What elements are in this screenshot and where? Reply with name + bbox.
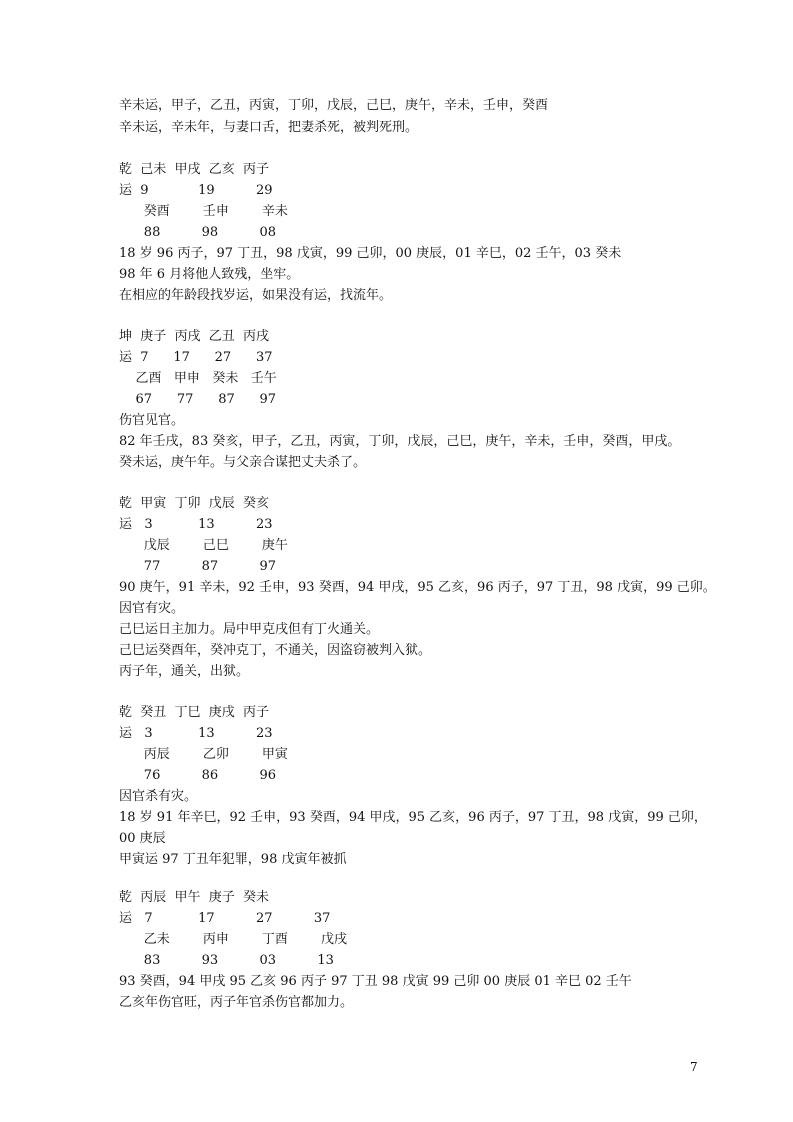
text-line: 因官有灾。	[119, 601, 185, 616]
text-line: 18 岁 96 丙子，97 丁丑，98 戊寅，99 己卯，00 庚辰，01 辛巳，02 壬午，03 癸未	[119, 246, 622, 261]
text-line: 己巳运癸酉年，癸冲克丁，不通关，因盗窃被判入狱。	[119, 643, 432, 658]
text-line: 98 年 6 月将他人致残，坐牢。	[119, 267, 300, 282]
text-line: 00 庚辰	[119, 831, 166, 846]
text-line: 癸酉 壬申 辛未	[119, 204, 288, 219]
text-line: 戊辰 己巳 庚午	[119, 538, 288, 553]
text-line: 因官杀有灾。	[119, 789, 198, 804]
text-line: 运 9 19 29	[119, 183, 273, 198]
text-line: 18 岁 91 年辛巳，92 壬申，93 癸酉，94 甲戌，95 乙亥，96 丙子，97 丁丑，98 戊寅，99 己卯，	[119, 810, 707, 825]
page-number: 7	[690, 1060, 698, 1074]
text-line: 乙酉 甲申 癸未 壬午	[119, 371, 277, 386]
text-line: 己巳运日主加力。局中甲克戌但有丁火通关。	[119, 622, 380, 637]
text-line: 乾 甲寅 丁卯 戊辰 癸亥	[119, 496, 270, 511]
text-line: 辛未运，辛未年，与妻口舌，把妻杀死，被判死刑。	[119, 120, 419, 135]
text-line: 运 3 13 23	[119, 726, 273, 741]
text-line: 运 7 17 27 37	[119, 350, 273, 365]
text-line: 76 86 96	[119, 768, 277, 783]
text-line: 辛未运，甲子，乙丑，丙寅，丁卯，戊辰，己巳，庚午，辛未，壬申，癸酉	[119, 98, 549, 113]
text-line: 伤官见官。	[119, 413, 185, 428]
text-line: 93 癸酉，94 甲戌 95 乙亥 96 丙子 97 丁丑 98 戊寅 99 己卯 00 庚辰 01 辛巳 02 壬午	[119, 974, 632, 989]
text-line: 丙辰 乙卯 甲寅	[119, 747, 288, 762]
text-line: 乾 丙辰 甲午 庚子 癸未	[119, 890, 270, 905]
text-line: 82 年壬戌，83 癸亥，甲子，乙丑，丙寅，丁卯，戊辰，己巳，庚午，辛未，壬申，癸酉，甲戌。	[119, 434, 681, 449]
text-line: 坤 庚子 丙戌 乙丑 丙戌	[119, 329, 270, 344]
text-line: 乾 己未 甲戌 乙亥 丙子	[119, 162, 270, 177]
text-line: 90 庚午，91 辛未，92 壬申，93 癸酉，94 甲戌，95 乙亥，96 丙子，97 丁丑，98 戊寅，99 己卯。	[119, 580, 716, 595]
text-line: 癸未运，庚午年。与父亲合谋把丈夫杀了。	[119, 455, 367, 470]
text-line: 丙子年，通关，出狱。	[119, 664, 250, 679]
text-line: 88 98 08	[119, 225, 277, 240]
text-line: 甲寅运 97 丁丑年犯罪，98 戊寅年被抓	[119, 852, 347, 867]
text-line: 运 7 17 27 37	[119, 911, 331, 926]
text-line: 运 3 13 23	[119, 517, 273, 532]
text-line: 67 77 87 97	[119, 392, 277, 407]
text-line: 在相应的年龄段找岁运，如果没有运，找流年。	[119, 288, 393, 303]
text-line: 83 93 03 13	[119, 953, 334, 968]
text-line: 77 87 97	[119, 559, 277, 574]
text-line: 乾 癸丑 丁巳 庚戌 丙子	[119, 705, 270, 720]
text-line: 乙未 丙申 丁酉 戊戌	[119, 932, 347, 947]
text-line: 乙亥年伤官旺，丙子年官杀伤官都加力。	[119, 995, 354, 1010]
